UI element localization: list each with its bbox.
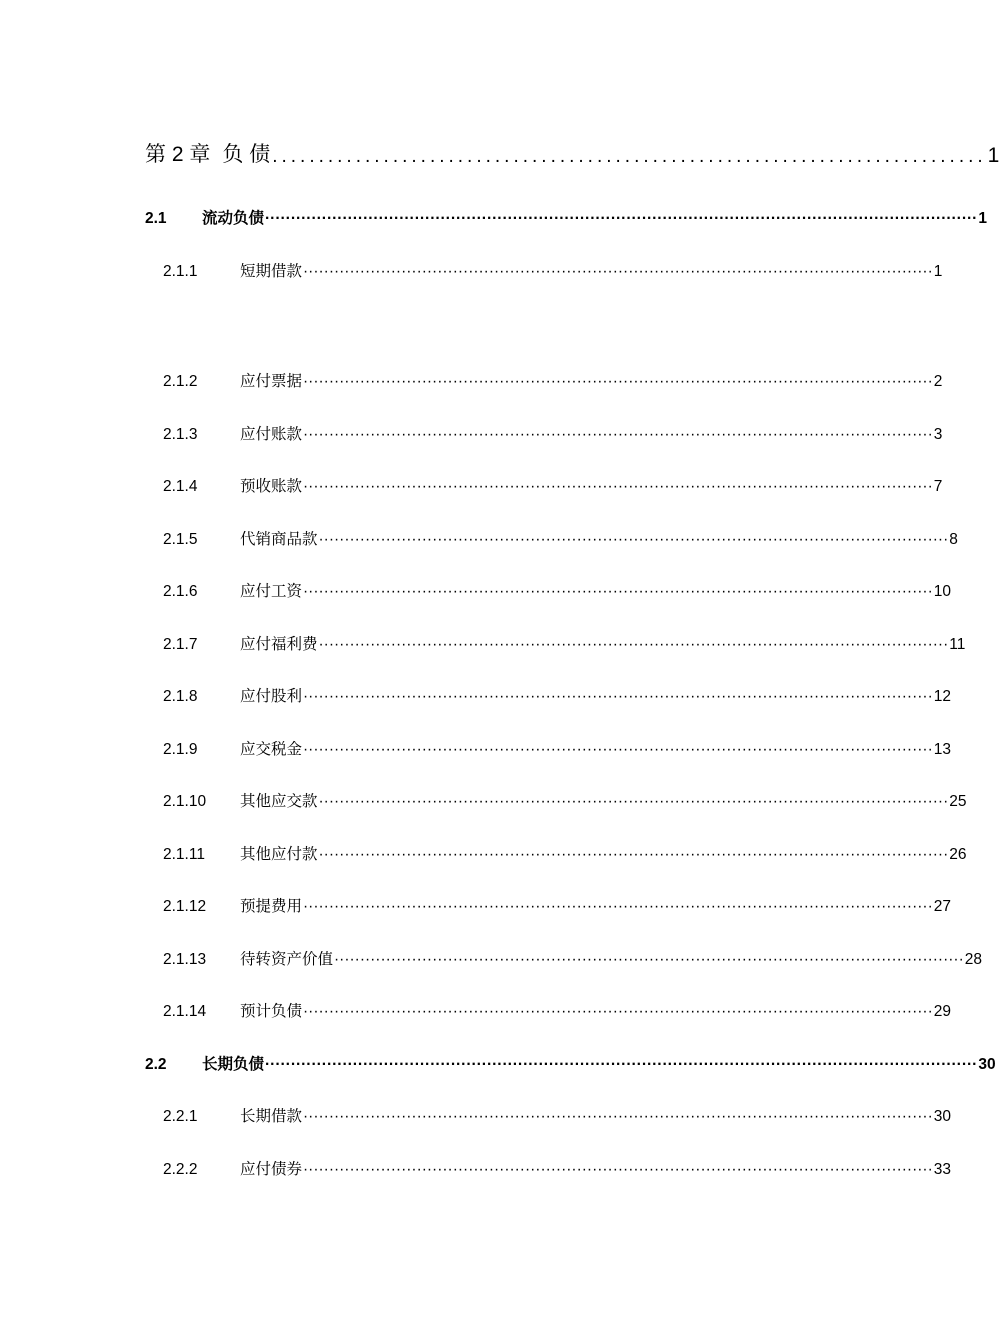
subsection-number: 2.1.4: [163, 478, 198, 495]
toc-subsection-entry[interactable]: [163, 575, 951, 601]
section-title: 流动负债: [202, 210, 265, 227]
dot-leader: ··························································································································: [303, 373, 933, 390]
subsection-number: 2.1.9: [163, 741, 198, 758]
subsection-page-number: 28: [964, 951, 982, 968]
toc-section-entry[interactable]: [145, 202, 987, 228]
subsection-title: 其他应交款: [240, 792, 318, 810]
subsection-title: 代销商品款: [240, 530, 318, 548]
subsection-number: 2.1.3: [163, 426, 198, 443]
dot-leader: ··························································································································: [303, 263, 933, 280]
subsection-number: 2.1.11: [163, 846, 205, 863]
subsection-number: 2.1.7: [163, 636, 198, 653]
dot-leader: ··························································································································: [303, 583, 933, 600]
dot-leader: ··························································································································: [303, 898, 933, 915]
subsection-page-number: 2: [933, 373, 943, 390]
subsection-title: 短期借款: [240, 262, 303, 280]
dot-leader: ··························································································································: [303, 478, 933, 495]
dot-leader: ··························································································································: [334, 951, 964, 968]
subsection-page-number: 27: [933, 898, 951, 915]
subsection-title: 待转资产价值: [240, 950, 334, 968]
dot-leader: ··························································································································: [318, 531, 949, 548]
section-page-number: 30: [978, 1056, 996, 1073]
subsection-title: 预计负债: [240, 1002, 303, 1020]
dot-leader: ··························································································································: [318, 846, 949, 863]
toc-subsection-entry[interactable]: [163, 943, 982, 969]
subsection-number: 2.1.1: [163, 263, 198, 280]
toc-subsection-entry[interactable]: [163, 733, 951, 759]
section-number: 2.1: [145, 210, 167, 227]
chapter-number: 第 2 章: [145, 143, 211, 166]
subsection-title: 预收账款: [240, 477, 303, 495]
toc-subsection-entry[interactable]: [163, 365, 943, 391]
chapter-title: 负 债: [222, 143, 271, 166]
toc-chapter-entry[interactable]: [145, 140, 999, 168]
dot-leader: ··········································································································································: [265, 1056, 978, 1073]
toc-subsection-entry[interactable]: [163, 470, 943, 496]
toc-subsection-entry[interactable]: [163, 523, 958, 549]
subsection-number: 2.1.14: [163, 1003, 207, 1020]
chapter-page-number: 1: [987, 144, 999, 167]
dot-leader: ··········································································································································: [265, 210, 978, 227]
subsection-page-number: 1: [933, 263, 943, 280]
dot-leader: .............................................................................: [272, 146, 987, 167]
subsection-page-number: 13: [933, 741, 951, 758]
subsection-number: 2.1.13: [163, 951, 207, 968]
subsection-page-number: 11: [949, 636, 966, 653]
toc-subsection-entry[interactable]: [163, 995, 951, 1021]
subsection-number: 2.1.5: [163, 531, 198, 548]
subsection-page-number: 29: [933, 1003, 951, 1020]
subsection-page-number: 26: [949, 846, 967, 863]
toc-section-entry[interactable]: [145, 1048, 996, 1074]
subsection-number: 2.1.6: [163, 583, 198, 600]
subsection-number: 2.1.8: [163, 688, 198, 705]
toc-subsection-entry[interactable]: [163, 785, 967, 811]
subsection-number: 2.2.2: [163, 1161, 198, 1178]
subsection-number: 2.1.2: [163, 373, 198, 390]
dot-leader: ··························································································································: [303, 426, 933, 443]
subsection-title: 长期借款: [240, 1107, 303, 1125]
subsection-page-number: 25: [949, 793, 967, 810]
subsection-title: 应付股利: [240, 687, 303, 705]
subsection-page-number: 33: [933, 1161, 951, 1178]
toc-subsection-entry[interactable]: [163, 1153, 951, 1179]
toc-subsection-entry[interactable]: [163, 255, 943, 281]
toc-subsection-entry[interactable]: [163, 628, 966, 654]
subsection-title: 预提费用: [240, 897, 303, 915]
section-title: 长期负债: [202, 1056, 265, 1073]
dot-leader: ··························································································································: [303, 688, 933, 705]
subsection-page-number: 3: [933, 426, 943, 443]
subsection-number: 2.1.10: [163, 793, 207, 810]
subsection-title: 应付债券: [240, 1160, 303, 1178]
subsection-number: 2.2.1: [163, 1108, 198, 1125]
section-page-number: 1: [978, 210, 987, 227]
subsection-page-number: 7: [933, 478, 943, 495]
subsection-title: 其他应付款: [240, 845, 318, 863]
dot-leader: ··························································································································: [318, 636, 949, 653]
subsection-number: 2.1.12: [163, 898, 207, 915]
dot-leader: ··························································································································: [303, 1161, 933, 1178]
dot-leader: ··························································································································: [303, 1108, 933, 1125]
subsection-title: 应交税金: [240, 740, 303, 758]
subsection-page-number: 10: [933, 583, 951, 600]
toc-subsection-entry[interactable]: [163, 890, 951, 916]
dot-leader: ··························································································································: [303, 1003, 933, 1020]
subsection-page-number: 8: [949, 531, 958, 548]
toc-subsection-entry[interactable]: [163, 680, 951, 706]
subsection-title: 应付福利费: [240, 635, 318, 653]
subsection-page-number: 12: [933, 688, 951, 705]
dot-leader: ··························································································································: [318, 793, 949, 810]
toc-subsection-entry[interactable]: [163, 838, 967, 864]
section-number: 2.2: [145, 1056, 167, 1073]
subsection-title: 应付账款: [240, 425, 303, 443]
subsection-page-number: 30: [933, 1108, 951, 1125]
subsection-title: 应付工资: [240, 582, 303, 600]
subsection-title: 应付票据: [240, 372, 303, 390]
toc-subsection-entry[interactable]: [163, 418, 943, 444]
toc-subsection-entry[interactable]: [163, 1100, 951, 1126]
dot-leader: ··························································································································: [303, 741, 933, 758]
